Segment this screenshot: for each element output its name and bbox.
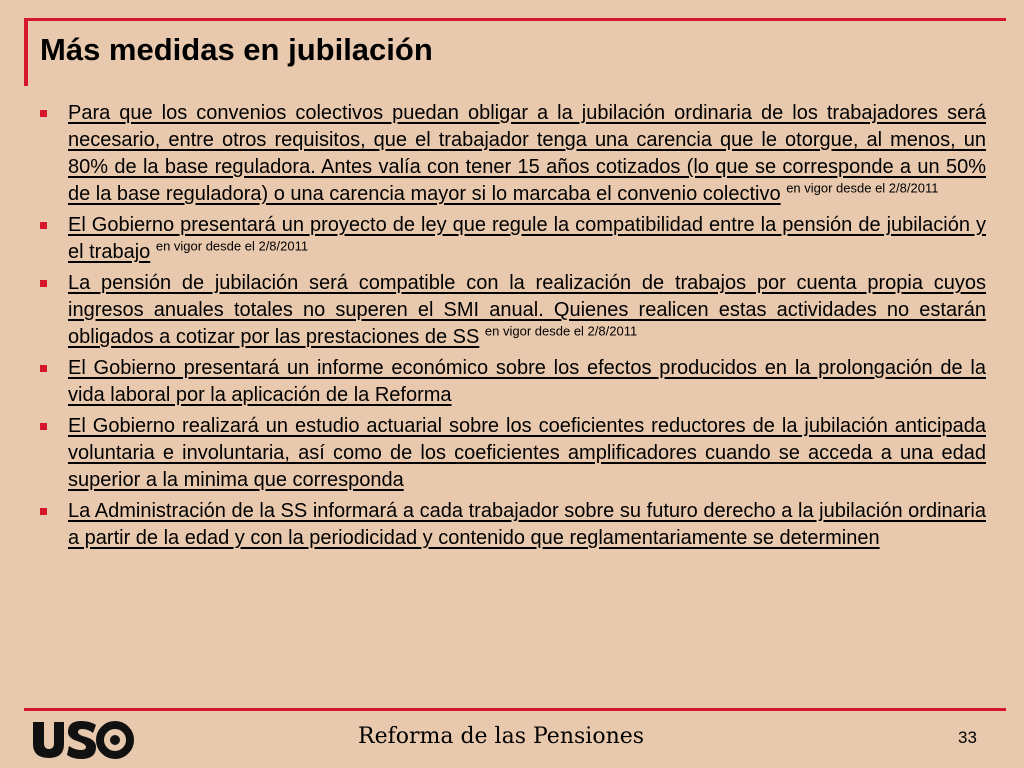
bullet-text: Para que los convenios colectivos puedan obligar a la jubilación ordinaria de los trabajadores será necesario, entre otros requisitos, que el trabajador tenga una carencia que le otorgue, al menos, un 80% de la base reguladora. Antes valía con tener 15 años cotizados (lo que se corresponde a un 50% de la base reguladora) o una carencia mayor si lo marcaba el convenio colectivo xyxy=(68,102,986,205)
effective-date-note: en vigor desde el 2/8/2011 xyxy=(155,238,309,254)
bullet-item xyxy=(40,212,986,266)
effective-date-note: en vigor desde el 2/8/2011 xyxy=(484,323,638,339)
title-accent-line xyxy=(24,18,1006,21)
bullet-item xyxy=(40,270,986,351)
square-bullet-icon xyxy=(40,423,47,430)
page-number: 33 xyxy=(958,728,977,747)
bullet-item xyxy=(40,498,986,552)
title-accent-bar xyxy=(24,18,28,86)
square-bullet-icon xyxy=(40,110,47,117)
square-bullet-icon xyxy=(40,365,47,372)
bullet-item xyxy=(40,100,986,208)
bullet-text: La Administración de la SS informará a cada trabajador sobre su futuro derecho a la jubilación ordinaria a partir de la edad y con la periodicidad y contenido que reglamentariamente se determinen xyxy=(68,500,986,549)
square-bullet-icon xyxy=(40,222,47,229)
bullet-list xyxy=(40,100,986,556)
uso-logo xyxy=(30,716,134,762)
bullet-text: El Gobierno realizará un estudio actuarial sobre los coeficientes reductores de la jubilación anticipada voluntaria e involuntaria, así como de los coeficientes amplificadores cuando se acceda a una edad superior a la minima que corresponda xyxy=(68,415,986,491)
square-bullet-icon xyxy=(40,508,47,515)
footer-divider xyxy=(24,708,1006,711)
bullet-item xyxy=(40,355,986,409)
bullet-text: El Gobierno presentará un informe económico sobre los efectos producidos en la prolongación de la vida laboral por la aplicación de la Reforma xyxy=(68,357,986,406)
bullet-text: El Gobierno presentará un proyecto de ley que regule la compatibilidad entre la pensión de jubilación y el trabajo xyxy=(68,214,986,263)
effective-date-note: en vigor desde el 2/8/2011 xyxy=(786,180,939,196)
slide-title: Más medidas en jubilación xyxy=(40,32,433,67)
footer-title: Reforma de las Pensiones xyxy=(358,724,645,749)
square-bullet-icon xyxy=(40,280,47,287)
bullet-text: La pensión de jubilación será compatible con la realización de trabajos por cuenta propia cuyos ingresos anuales totales no superen el SMI anual. Quienes realicen estas actividades no estarán obligados a cotizar por las prestaciones de SS xyxy=(68,272,986,348)
bullet-item xyxy=(40,413,986,494)
